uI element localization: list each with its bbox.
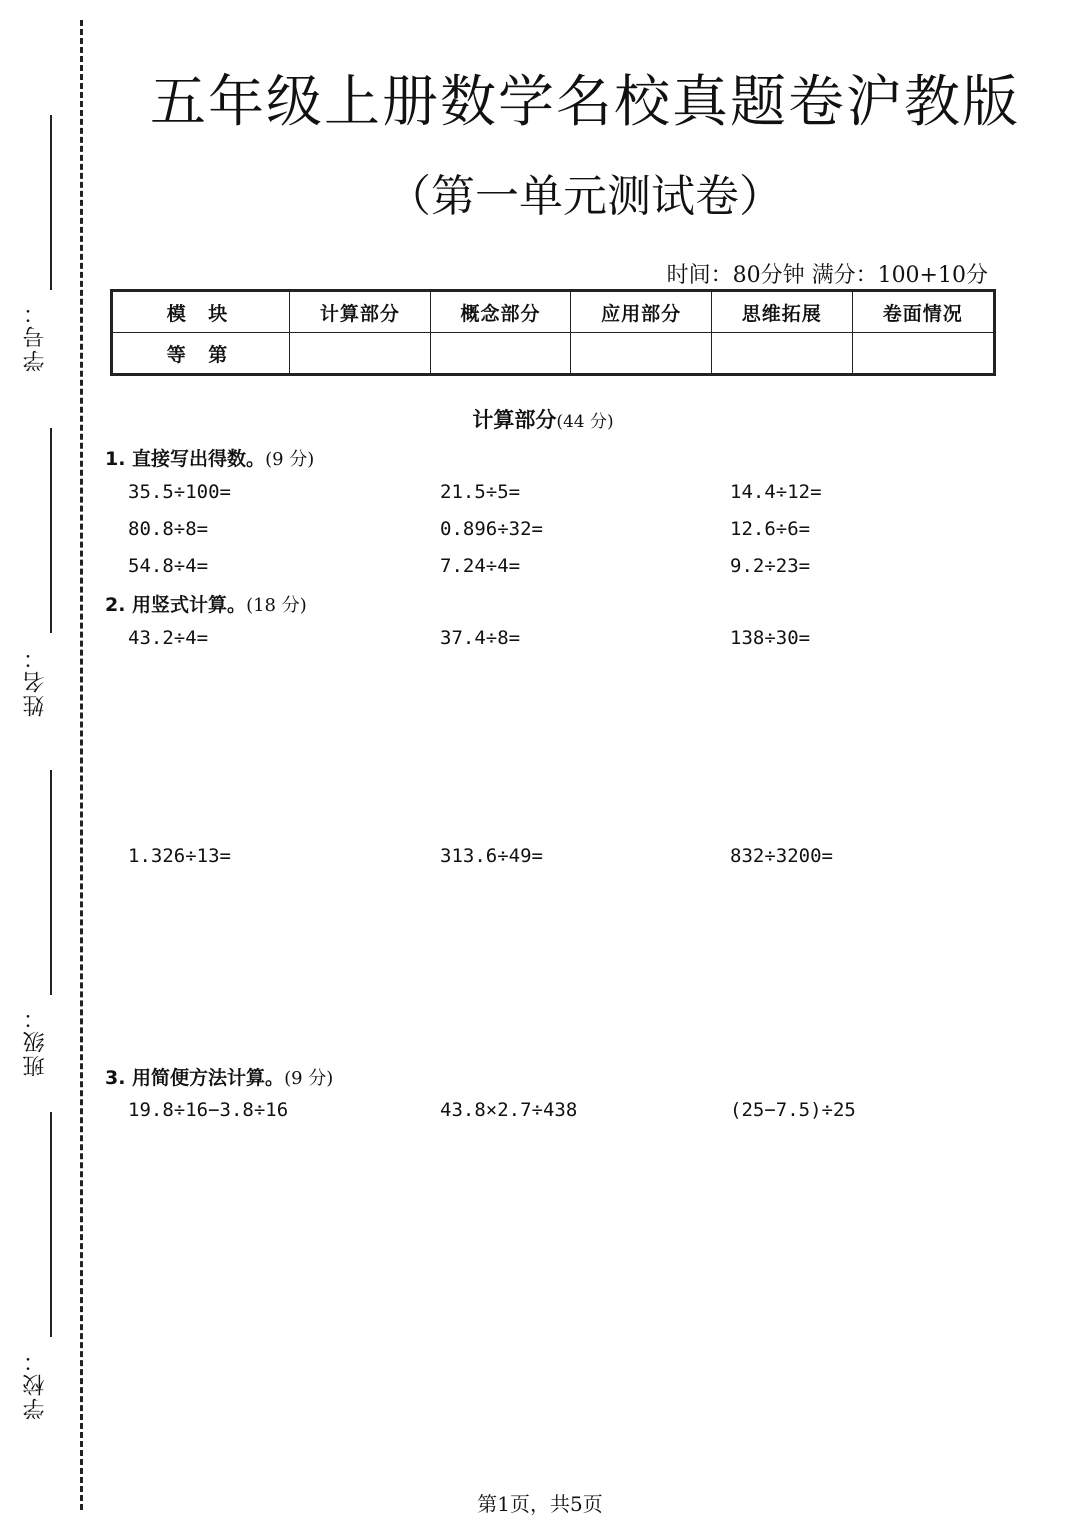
score-header-calc: 计算部分 [290,291,431,333]
score-header-application: 应用部分 [571,291,712,333]
q1-points: (9 分) [265,449,315,470]
q1-title: 1. 直接写出得数。 [105,448,266,470]
q1-item: 14.4÷12= [730,481,822,503]
score-cell-neatness[interactable] [852,333,994,375]
page-subtitle: （第一单元测试卷） [387,171,783,222]
q2-item: 37.4÷8= [440,627,521,649]
q3-title: 3. 用简便方法计算。 [105,1067,285,1089]
q3-heading [105,1063,333,1090]
q1-item: 35.5÷100= [128,481,231,503]
class-label: 班级： [23,1005,48,1077]
score-table-grade-row [112,333,995,375]
q2-title: 2. 用竖式计算。 [105,594,247,616]
q3-points: (9 分) [284,1068,334,1089]
q2-item: 1.326÷13= [128,845,231,867]
section-title-text: 计算部分 [472,408,557,432]
score-cell-thinking[interactable] [711,333,852,375]
q1-item: 9.2÷23= [730,555,811,577]
q2-item: 313.6÷49= [440,845,543,867]
score-table-header-row [112,291,995,333]
score-table [110,289,996,376]
q2-item: 43.2÷4= [128,627,209,649]
score-cell-application[interactable] [571,333,712,375]
school-label: 学校： [23,1348,48,1420]
student-no-line [50,115,52,290]
q2-points: (18 分) [246,595,307,616]
page-footer: 第1页，共5页 [477,1492,603,1516]
class-line [50,770,52,995]
score-cell-concept[interactable] [430,333,571,375]
section-title [90,404,996,434]
score-row-label: 等 第 [112,333,290,375]
q1-item: 7.24÷4= [440,555,521,577]
q1-item: 0.896÷32= [440,518,543,540]
q1-item: 80.8÷8= [128,518,209,540]
dashed-binding-line [80,20,83,1510]
q3-item: (25−7.5)÷25 [730,1099,856,1121]
page-title: 五年级上册数学名校真题卷沪教版 [150,70,1020,135]
q1-item: 12.6÷6= [730,518,811,540]
school-line [50,1112,52,1337]
q2-item: 138÷30= [730,627,811,649]
q1-item: 21.5÷5= [440,481,521,503]
q3-item: 43.8×2.7÷438 [440,1099,578,1121]
student-no-label: 学号： [23,300,48,372]
q1-item: 54.8÷4= [128,555,209,577]
section-points: (44 分) [556,412,614,432]
score-header-thinking: 思维拓展 [711,291,852,333]
q2-heading [105,590,307,617]
score-header-neatness: 卷面情况 [852,291,994,333]
q2-item: 832÷3200= [730,845,833,867]
exam-meta: 时间：80分钟 满分：100+10分 [666,263,988,288]
score-cell-calc[interactable] [290,333,431,375]
name-line [50,428,52,633]
score-header-concept: 概念部分 [430,291,571,333]
name-label: 姓名： [23,645,48,717]
score-header-module: 模 块 [112,291,290,333]
q1-heading [105,444,314,471]
q3-item: 19.8÷16−3.8÷16 [128,1099,289,1121]
